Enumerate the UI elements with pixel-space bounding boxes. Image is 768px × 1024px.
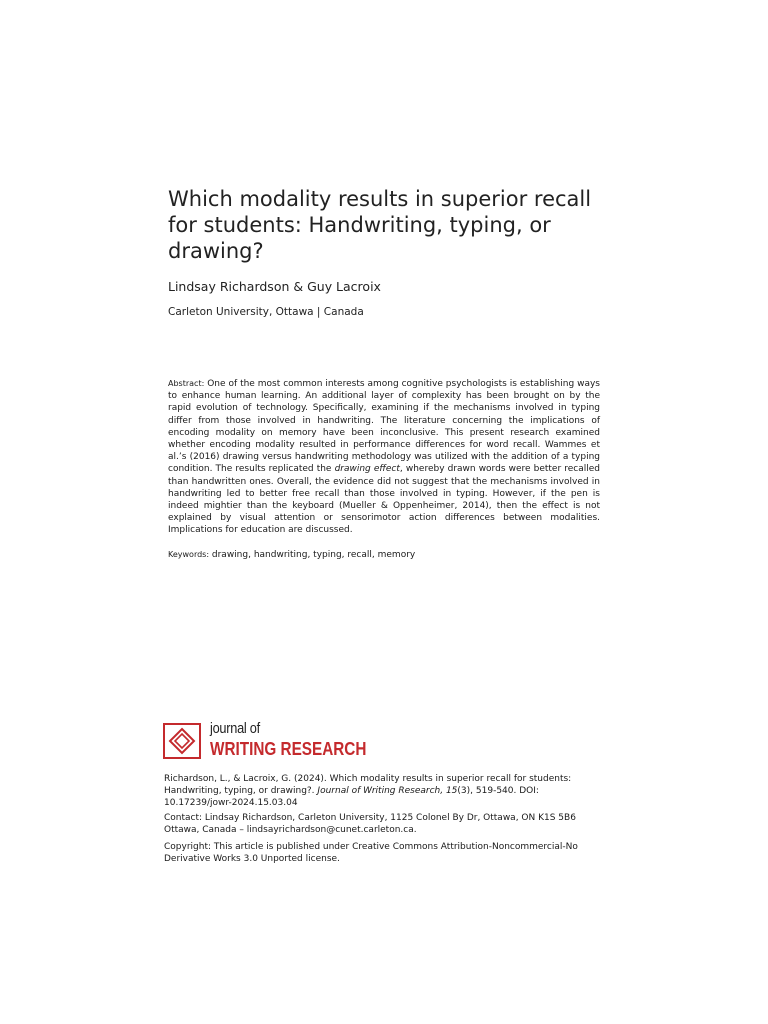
abstract: [168, 378, 600, 537]
author-affiliation: Carleton University, Ottawa | Canada: [168, 306, 364, 318]
keywords: [168, 550, 415, 560]
author-list: Lindsay Richardson & Guy Lacroix: [168, 279, 381, 294]
abstract-italic-term: drawing effect: [334, 464, 400, 475]
diamond-icon-shape: [165, 725, 199, 757]
citation-text-end: (3), 519-540. DOI: 10.17239/jowr-2024.15.03.04: [164, 786, 539, 808]
keywords-label: Keywords:: [168, 550, 210, 559]
paper-title: Which modality results in superior recall for students: Handwriting, typing, or drawing?: [168, 187, 592, 263]
keywords-list: drawing, handwriting, typing, recall, memory: [209, 550, 416, 560]
abstract-text-end: , whereby drawn words were better recalled than handwritten ones. Overall, the evidence did not suggest that the mechanisms involved in handwriting led to better free recall than those involved in typing. However, if the pen is indeed mightier than the keyboard (Mueller & Oppenheimer, 2014), then the effect is not explained by visual attention or sensorimotor action differences between modalities. Implications for education are discussed.: [168, 464, 600, 536]
copyright-notice: Copyright: This article is published under Creative Commons Attribution-Noncommercial-No Derivative Works 3.0 Unported license.: [164, 842, 578, 864]
citation-journal: Journal of Writing Research, 15: [317, 786, 458, 796]
abstract-text-start: One of the most common interests among cognitive psychologists is establishing ways to enhance human learning. An additional layer of complexity has been brought on by the rapid evolution of technology. Specifically, examining if the mechanisms involved in typing differ from those involved in handwriting. The literature concerning the implications of encoding modality on memory have been inconclusive. This present research examined whether encoding modality resulted in performance differences for word recall. Wammes et al.’s (2016) drawing versus handwriting methodology was utilized with the addition of a typing condition. The results replicated the: [168, 379, 600, 475]
contact-info: Contact: Lindsay Richardson, Carleton University, 1125 Colonel By Dr, Ottawa, ON K1S 5B6 Ottawa, Canada – lindsayrichardson@cunet.carleton.ca.: [164, 813, 576, 835]
logo-text-writing-research: WRITING RESEARCH: [210, 739, 367, 759]
journal-logo: [163, 720, 383, 763]
logo-text-journal-of: journal of: [210, 720, 260, 737]
abstract-label: Abstract:: [168, 379, 205, 388]
citation: [164, 773, 604, 809]
citation-text-start: Richardson, L., & Lacroix, G. (2024). Which modality results in superior recall for students: Handwriting, typing, or drawing?.: [164, 774, 572, 796]
diamond-in-square-icon: [163, 723, 201, 759]
